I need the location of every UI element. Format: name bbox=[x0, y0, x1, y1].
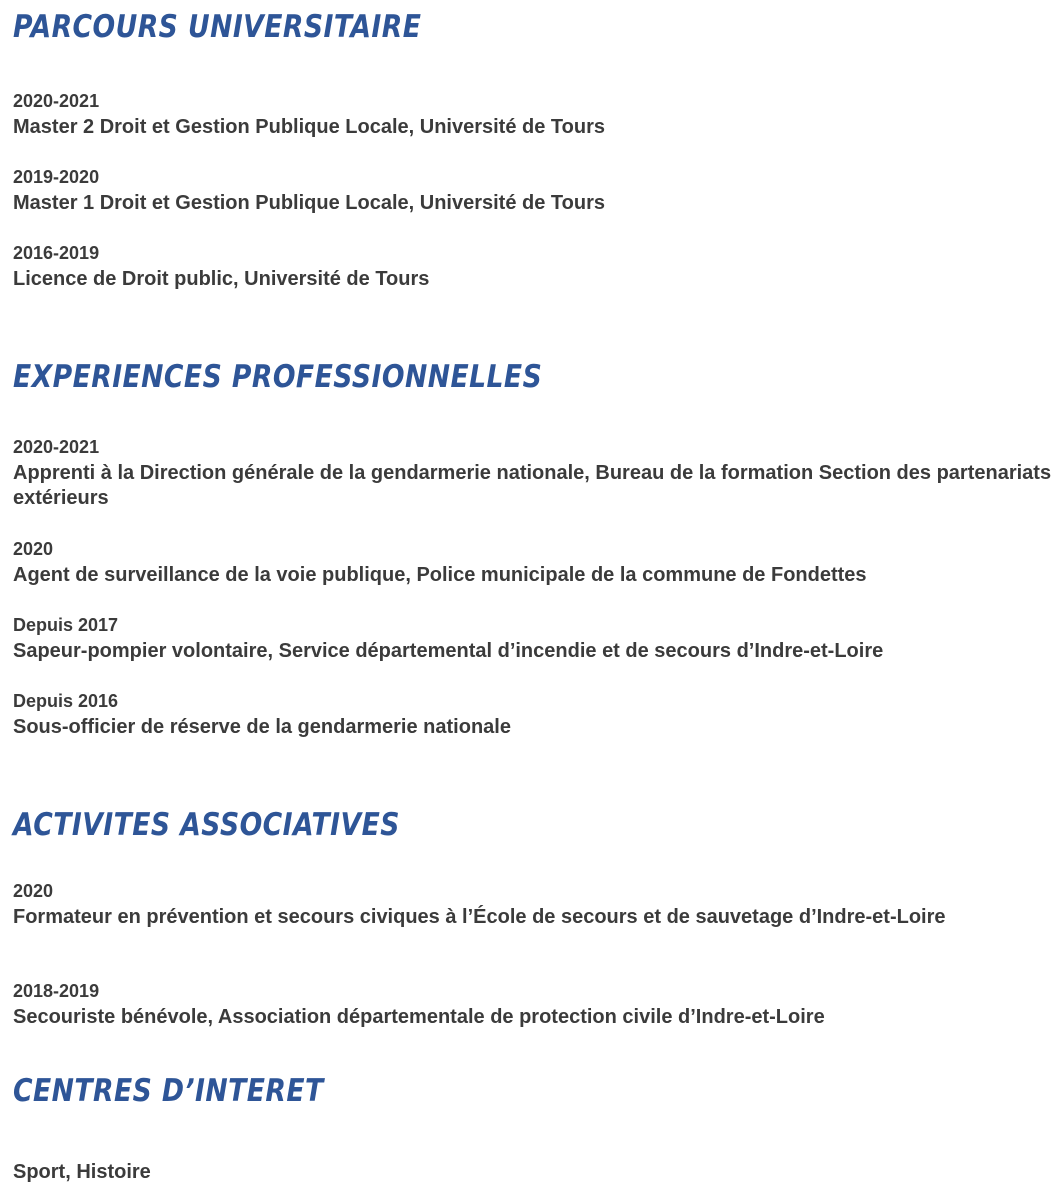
entry-description: Apprenti à la Direction générale de la gendarmerie nationale, Bureau de la formation Section des partenariats extérieurs bbox=[13, 462, 1052, 509]
entry-date: Depuis 2016 bbox=[13, 691, 119, 711]
entry-experience-1 bbox=[13, 436, 1053, 511]
section-title-centres-interet: CENTRES D’INTERET bbox=[13, 1073, 324, 1109]
entry-parcours-3 bbox=[13, 242, 1053, 292]
section-title-experiences: EXPERIENCES PROFESSIONNELLES bbox=[13, 359, 543, 395]
entry-activite-1 bbox=[13, 880, 1053, 930]
entry-description: Master 1 Droit et Gestion Publique Locale, Université de Tours bbox=[13, 192, 605, 214]
entry-parcours-2 bbox=[13, 166, 1053, 216]
entry-activite-2 bbox=[13, 980, 1053, 1030]
entry-description: Licence de Droit public, Université de Tours bbox=[13, 268, 430, 290]
entry-date: 2020 bbox=[13, 881, 54, 901]
entry-date: 2019-2020 bbox=[13, 167, 100, 187]
entry-description: Sous-officier de réserve de la gendarmerie nationale bbox=[13, 716, 511, 738]
entry-date: Depuis 2017 bbox=[13, 615, 119, 635]
section-title-activites: ACTIVITES ASSOCIATIVES bbox=[13, 807, 400, 843]
entry-experience-3 bbox=[13, 614, 1053, 664]
entry-date: 2018-2019 bbox=[13, 981, 100, 1001]
entry-date: 2020-2021 bbox=[13, 91, 100, 111]
entry-description: Agent de surveillance de la voie publique, Police municipale de la commune de Fondettes bbox=[13, 564, 867, 586]
entry-description: Sapeur-pompier volontaire, Service départemental d’incendie et de secours d’Indre-et-Loire bbox=[13, 640, 884, 662]
entry-description: Master 2 Droit et Gestion Publique Locale, Université de Tours bbox=[13, 116, 605, 138]
interests-text: Sport, Histoire bbox=[13, 1161, 151, 1183]
entry-description: Formateur en prévention et secours civiques à l’École de secours et de sauvetage d’Indre-et-Loire bbox=[13, 906, 946, 928]
entry-description: Secouriste bénévole, Association départementale de protection civile d’Indre-et-Loire bbox=[13, 1006, 825, 1028]
entry-date: 2020 bbox=[13, 539, 54, 559]
entry-date: 2020-2021 bbox=[13, 437, 100, 457]
entry-experience-4 bbox=[13, 690, 1053, 740]
entry-date: 2016-2019 bbox=[13, 243, 100, 263]
entry-experience-2 bbox=[13, 538, 1053, 588]
entry-parcours-1 bbox=[13, 90, 1053, 140]
section-title-parcours: PARCOURS UNIVERSITAIRE bbox=[13, 9, 422, 45]
